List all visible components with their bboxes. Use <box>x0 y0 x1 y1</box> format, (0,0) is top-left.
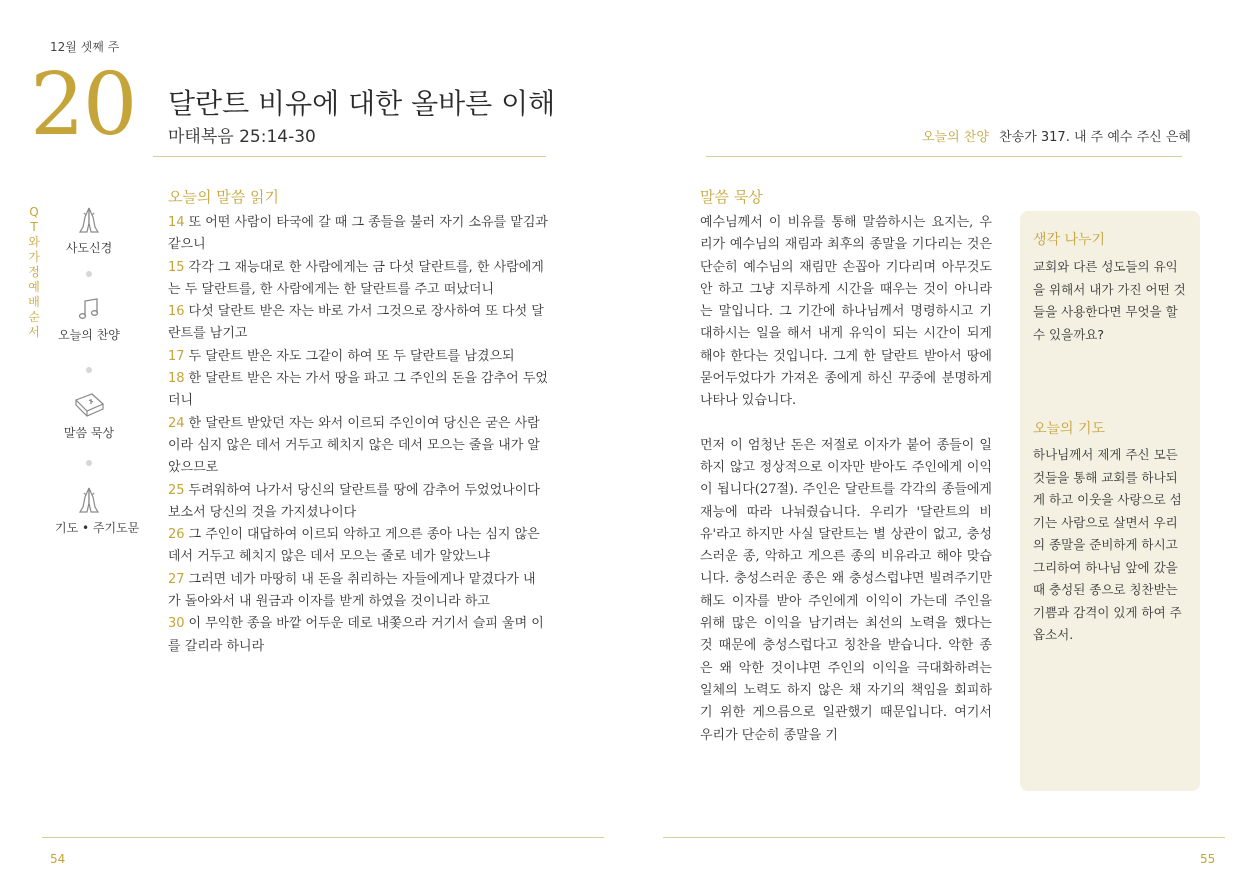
verse <box>168 524 548 569</box>
meditation-paragraph: 먼저 이 엄청난 돈은 저절로 이자가 붙어 종들이 일하지 않고 정상적으로 이자만 받아도 주인에게 이익이 됩니다(27절). 주인은 달란트를 각각의 종들에게 재능에 따라 나눠줬습니다. 우리가 '달란트의 비유'라고 하지만 사실 달란트는 별 상관이 없고, 충성스러운 종, 악하고 게으른 종의 비유라고 해야 맞습니다. 충성스러운 종은 왜 충성스럽냐면 빌려주기만 해도 이자를 받아 주인에게 이익이 가는데 주인을 위해 많은 이익을 남기려는 최선의 노력을 했다는 것 때문에 충성스럽다고 칭찬을 받습니다. 악한 종은 왜 악한 것이냐면 주인의 이익을 극대화하려는 일체의 노력도 하지 않은 채 자기의 책임을 회피하기 위한 게으름으로 일관했기 때문입니다. 여기서 우리가 단순히 종말을 기 <box>700 437 992 743</box>
sidebar-step-label: 사도신경 <box>65 241 113 255</box>
verse-number: 17 <box>168 348 185 364</box>
sidebar-step-label: 말씀 묵상 <box>63 426 115 440</box>
verse <box>168 212 548 257</box>
verse <box>168 257 548 302</box>
sidebar-step-prayer <box>55 485 140 536</box>
verse <box>168 346 548 368</box>
verse-number: 24 <box>168 415 185 431</box>
verse-number: 26 <box>168 527 185 543</box>
verse-text: 그러면 네가 마땅히 내 돈을 취리하는 자들에게나 맡겼다가 내가 돌아와서 내 원금과 이자를 받게 하였을 것이니라 하고 <box>168 571 536 610</box>
verse <box>168 613 548 658</box>
page-number-left: 54 <box>50 852 66 866</box>
meditation-text <box>700 212 992 747</box>
scripture-reading <box>168 212 548 658</box>
bible-icon <box>72 390 106 420</box>
verse-text: 두 달란트 받은 자도 그같이 하여 또 두 달란트를 남겼으되 <box>188 348 515 364</box>
verse-number: 30 <box>168 616 185 632</box>
verse-text: 이 무익한 종을 바깥 어두운 데로 내쫓으라 거기서 슬피 울며 이를 갈리라 하니라 <box>168 616 544 654</box>
praying-hands-icon <box>74 485 104 515</box>
music-note-icon <box>76 296 102 322</box>
verse-text: 다섯 달란트 받은 자는 바로 가서 그것으로 장사하여 또 다섯 달란트를 남기고 <box>168 304 544 342</box>
verse-text: 한 달란트 받았던 자는 와서 이르되 주인이여 당신은 굳은 사람이라 심지 않은 데서 거두고 헤치지 않은 데서 모으는 줄을 내가 알았으므로 <box>168 415 540 476</box>
verse-number: 25 <box>168 482 185 498</box>
share-text: 교회와 다른 성도들의 유익을 위해서 내가 가진 어떤 것들을 사용한다면 무엇을 할 수 있을까요? <box>1033 259 1186 342</box>
verse-text: 각각 그 재능대로 한 사람에게는 금 다섯 달란트를, 한 사람에게는 두 달란트를, 한 사람에게는 한 달란트를 주고 떠났더니 <box>168 259 544 297</box>
praying-hands-icon <box>74 205 104 235</box>
meditation-paragraph: 예수님께서 이 비유를 통해 말씀하시는 요지는, 우리가 예수님의 재림과 최후의 종말을 기다리는 것은 단순히 예수님의 재림만 손꼽아 기다리며 아무것도 안 하고 그냥 지루하게 시간을 때우는 것이 아니라는 말입니다. 그 기간에 하나님께서 명령하시고 기대하시는 일을 해서 내게 유익이 되는 시간이 되게 해야 한다는 것입니다. 그게 한 달란트 받아서 땅에 묻어두었다가 가져온 종에게 하신 꾸중에 분명하게 나타나 있습니다. <box>700 215 992 409</box>
verse-number: 18 <box>168 371 185 387</box>
reading-heading: 오늘의 말씀 읽기 <box>168 188 279 206</box>
verse <box>168 480 548 525</box>
step-separator-dot <box>86 460 92 466</box>
share-heading: 생각 나누기 <box>1033 232 1106 248</box>
prayer-heading: 오늘의 기도 <box>1033 421 1106 437</box>
prayer-text: 하나님께서 제게 주신 모든 것들을 통해 교회를 하나되게 하고 이웃을 사랑으로 섬기는 사람으로 살면서 우리의 종말을 준비하게 하시고 그리하여 하나님 앞에 갔을 때 충성된 종으로 칭찬받는 기쁨과 감격이 있게 하여 주옵소서. <box>1033 447 1182 642</box>
page-number-right: 55 <box>1200 852 1216 866</box>
sidebar-step-label: 기도 • 주기도문 <box>55 521 140 535</box>
verse <box>168 368 548 413</box>
verse-number: 14 <box>168 215 185 230</box>
step-separator-dot <box>86 367 92 373</box>
verse-number: 15 <box>168 259 185 275</box>
hymn-line <box>922 126 1191 145</box>
header-divider-right <box>706 156 1182 157</box>
meditation-heading: 말씀 묵상 <box>700 188 763 206</box>
week-label: 12월 셋째 주 <box>50 40 120 54</box>
verse <box>168 569 548 614</box>
header-divider-left <box>153 156 546 157</box>
scripture-reference: 마태복음 25:14-30 <box>168 127 316 147</box>
verse <box>168 301 548 346</box>
sidebar-step-hymn <box>55 296 123 343</box>
footer-divider-right <box>663 837 1225 838</box>
verse-number: 16 <box>168 304 185 320</box>
verse-text: 두려워하여 나가서 당신의 달란트를 땅에 감추어 두었었나이다 보소서 당신의 것을 가지셨나이다 <box>168 482 540 520</box>
step-separator-dot <box>86 271 92 277</box>
hymn-text: 찬송가 317. 내 주 예수 주신 은혜 <box>999 130 1191 145</box>
footer-divider-left <box>42 837 604 838</box>
sidebar-vertical-label: QT와 가정예배 순서 <box>28 205 40 339</box>
sidebar-step-label: 오늘의 찬양 <box>58 328 120 342</box>
verse-text: 또 어떤 사람이 타국에 갈 때 그 종들을 불러 자기 소유를 맡김과 같으니 <box>168 215 548 253</box>
verse-text: 한 달란트 받은 자는 가서 땅을 파고 그 주인의 돈을 감추어 두었더니 <box>168 371 548 409</box>
page-title: 달란트 비유에 대한 올바른 이해 <box>168 87 556 120</box>
verse-number: 27 <box>168 571 185 587</box>
verse-text: 그 주인이 대답하여 이르되 악하고 게으른 종아 나는 심지 않은 데서 거두고 헤치지 않은 데서 모으는 줄로 네가 알았느냐 <box>168 527 540 565</box>
reflection-box <box>1020 211 1200 791</box>
verse <box>168 413 548 480</box>
sidebar-step-creed <box>55 205 123 256</box>
hymn-label: 오늘의 찬양 <box>922 130 989 145</box>
sidebar-step-meditation <box>55 390 123 441</box>
day-number: 20 <box>30 55 136 155</box>
